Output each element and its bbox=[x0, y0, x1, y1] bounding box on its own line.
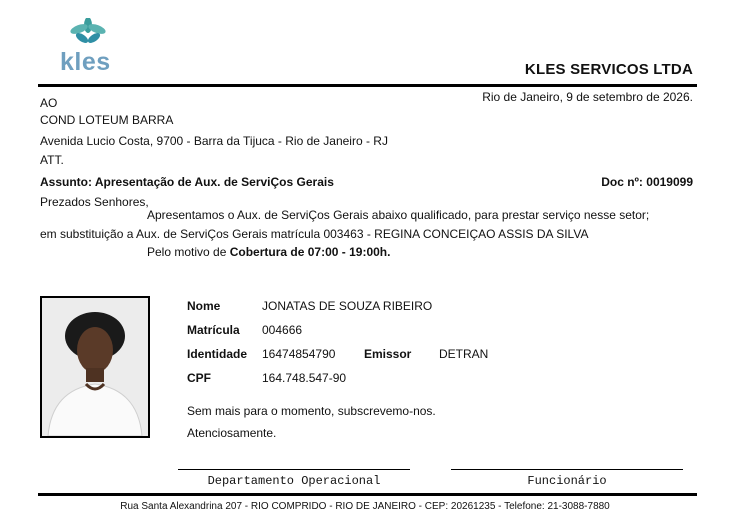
identidade-value: 16474854790 bbox=[262, 347, 336, 361]
recipient-name: COND LOTEUM BARRA bbox=[40, 113, 174, 127]
logo-text: kles bbox=[60, 48, 111, 76]
doc-number-label: Doc nº: bbox=[601, 175, 643, 189]
cpf-label: CPF bbox=[187, 371, 211, 385]
doc-number bbox=[601, 175, 693, 189]
body-line-1: Apresentamos o Aux. de ServiÇos Gerais abaixo qualificado, para prestar serviço nesse setor; bbox=[147, 208, 650, 222]
emissor-value: DETRAN bbox=[439, 347, 489, 361]
greeting: Prezados Senhores, bbox=[40, 195, 149, 209]
signature-label-right: Funcionário bbox=[527, 474, 607, 488]
signature-line-right bbox=[451, 469, 683, 470]
nome-label: Nome bbox=[187, 299, 221, 313]
closing-line-1: Sem mais para o momento, subscrevemo-nos. bbox=[187, 404, 436, 418]
employee-photo bbox=[40, 296, 150, 438]
recipient-att: ATT. bbox=[40, 153, 64, 167]
subject-line: Assunto: Apresentação de Aux. de ServiÇos Gerais bbox=[40, 175, 334, 189]
matricula-value: 004666 bbox=[262, 323, 303, 337]
date-line: Rio de Janeiro, 9 de setembro de 2026. bbox=[482, 90, 693, 104]
signature-line-left bbox=[178, 469, 410, 470]
person-silhouette-icon bbox=[42, 298, 148, 436]
footer-address: Rua Santa Alexandrina 207 - RIO COMPRIDO - RIO DE JANEIRO - CEP: 20261235 - Telefone: 21-3088-7880 bbox=[120, 501, 610, 512]
header-divider bbox=[38, 84, 697, 87]
matricula-label: Matrícula bbox=[187, 323, 240, 337]
nome-value: JONATAS DE SOUZA RIBEIRO bbox=[262, 299, 433, 313]
motivo-label: Pelo motivo de bbox=[147, 245, 227, 259]
motivo-line bbox=[147, 245, 390, 259]
motivo-value: Cobertura de 07:00 - 19:00h. bbox=[229, 245, 391, 259]
footer-divider bbox=[38, 493, 697, 496]
identidade-label: Identidade bbox=[187, 347, 248, 361]
doc-number-value: 0019099 bbox=[646, 175, 693, 189]
closing-line-2: Atenciosamente. bbox=[187, 426, 277, 440]
recipient-ao: AO bbox=[40, 96, 58, 110]
body-line-2: em substituição a Aux. de ServiÇos Gerais matrícula 003463 - REGINA CONCEIÇAO ASSIS DA SILVA bbox=[40, 227, 589, 241]
recipient-address: Avenida Lucio Costa, 9700 - Barra da Tijuca - Rio de Janeiro - RJ bbox=[40, 134, 388, 148]
company-name: KLES SERVICOS LTDA bbox=[524, 61, 693, 78]
emissor-label: Emissor bbox=[364, 347, 412, 361]
signature-label-left: Departamento Operacional bbox=[207, 474, 381, 488]
cpf-value: 164.748.547-90 bbox=[262, 371, 347, 385]
